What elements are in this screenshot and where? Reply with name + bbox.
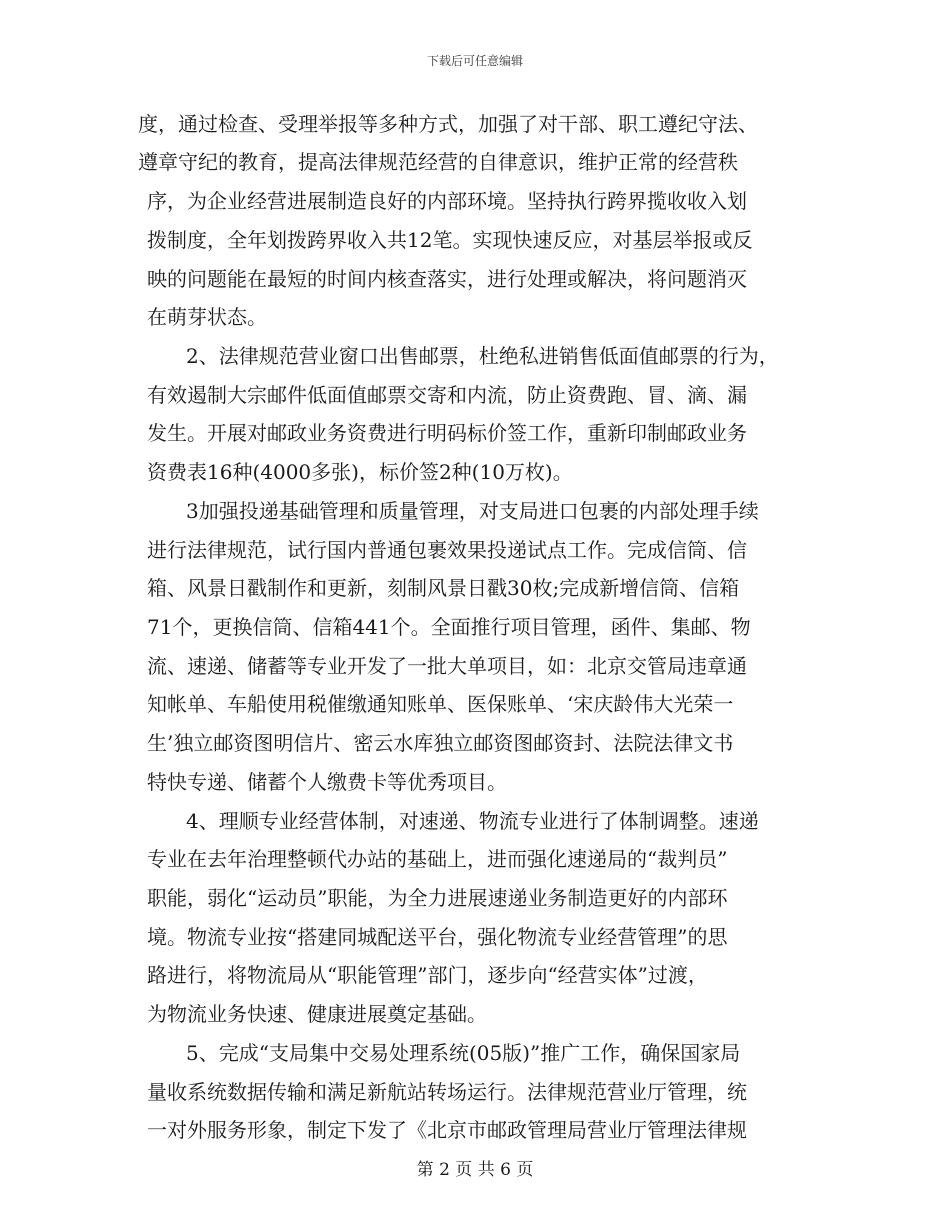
text-line: 职能，弱化“运动员”职能，为全力进展速递业务制造更好的内部环 bbox=[147, 886, 728, 910]
text-line: 在萌芽状态。 bbox=[147, 305, 267, 329]
text-line: 71个，更换信筒、信箱441个。全面推行项目管理，函件、集邮、物 bbox=[147, 615, 751, 639]
text-line: 5、完成“支局集中交易处理系统(05版)”推广工作，确保国家局 bbox=[186, 1041, 741, 1065]
text-line: 专业在去年治理整顿代办站的基础上，进而强化速递局的“裁判员” bbox=[147, 847, 728, 871]
text-line: 发生。开展对邮政业务资费进行明码标价签工作，重新印制邮政业务 bbox=[147, 421, 747, 445]
text-line: 境。物流专业按“搭建同城配送平台，强化物流专业经营管理”的思 bbox=[147, 925, 728, 949]
text-line: 为物流业务快速、健康进展奠定基础。 bbox=[147, 1002, 487, 1026]
text-line: 生’独立邮资图明信片、密云水库独立邮资图邮资封、法院法律文书 bbox=[147, 731, 734, 755]
text-line: 流、速递、储蓄等专业开发了一批大单项目，如：北京交管局违章通 bbox=[147, 654, 747, 678]
text-line: 一对外服务形象，制定下发了《北京市邮政管理局营业厅管理法律规 bbox=[147, 1118, 747, 1142]
text-line: 序，为企业经营进展制造良好的内部环境。坚持执行跨界揽收收入划 bbox=[147, 189, 747, 213]
page-header: 下载后可任意编辑 bbox=[426, 54, 523, 68]
text-line: 进行法律规范，试行国内普通包裹效果投递试点工作。完成信筒、信 bbox=[147, 538, 747, 562]
text-line: 4、理顺专业经营体制，对速递、物流专业进行了体制调整。速递 bbox=[186, 809, 759, 833]
text-line: 资费表16种(4000多张)，标价签2种(10万枚)。 bbox=[147, 460, 573, 484]
text-line: 有效遏制大宗邮件低面值邮票交寄和内流，防止资费跑、冒、滴、漏 bbox=[147, 383, 747, 407]
text-line: 拨制度，全年划拨跨界收入共12笔。实现快速反应，对基层举报或反 bbox=[147, 228, 753, 252]
text-line: 遵章守纪的教育，提高法律规范经营的自律意识，维护正常的经营秩 bbox=[138, 150, 738, 174]
text-line: 3加强投递基础管理和质量管理，对支局进口包裹的内部处理手续 bbox=[186, 499, 759, 523]
page-footer: 第 2 页 共 6 页 bbox=[416, 1160, 534, 1180]
text-line: 路进行，将物流局从“职能管理”部门，逐步向“经营实体”过渡， bbox=[147, 963, 708, 987]
text-line: 映的问题能在最短的时间内核查落实，进行处理或解决，将问题消灭 bbox=[147, 267, 747, 291]
text-line: 特快专递、储蓄个人缴费卡等优秀项目。 bbox=[147, 770, 507, 794]
text-line: 2、法律规范营业窗口出售邮票，杜绝私进销售低面值邮票的行为， bbox=[186, 344, 779, 368]
text-line: 箱、风景日戳制作和更新，刻制风景日戳30枚;完成新增信筒、信箱 bbox=[147, 576, 740, 600]
text-line: 知帐单、车船使用税催缴通知账单、医保账单、‘宋庆龄伟大光荣一 bbox=[147, 692, 734, 716]
text-line: 度，通过检查、受理举报等多种方式，加强了对干部、职工遵纪守法、 bbox=[138, 112, 758, 136]
text-line: 量收系统数据传输和满足新航站转场运行。法律规范营业厅管理，统 bbox=[147, 1080, 747, 1104]
